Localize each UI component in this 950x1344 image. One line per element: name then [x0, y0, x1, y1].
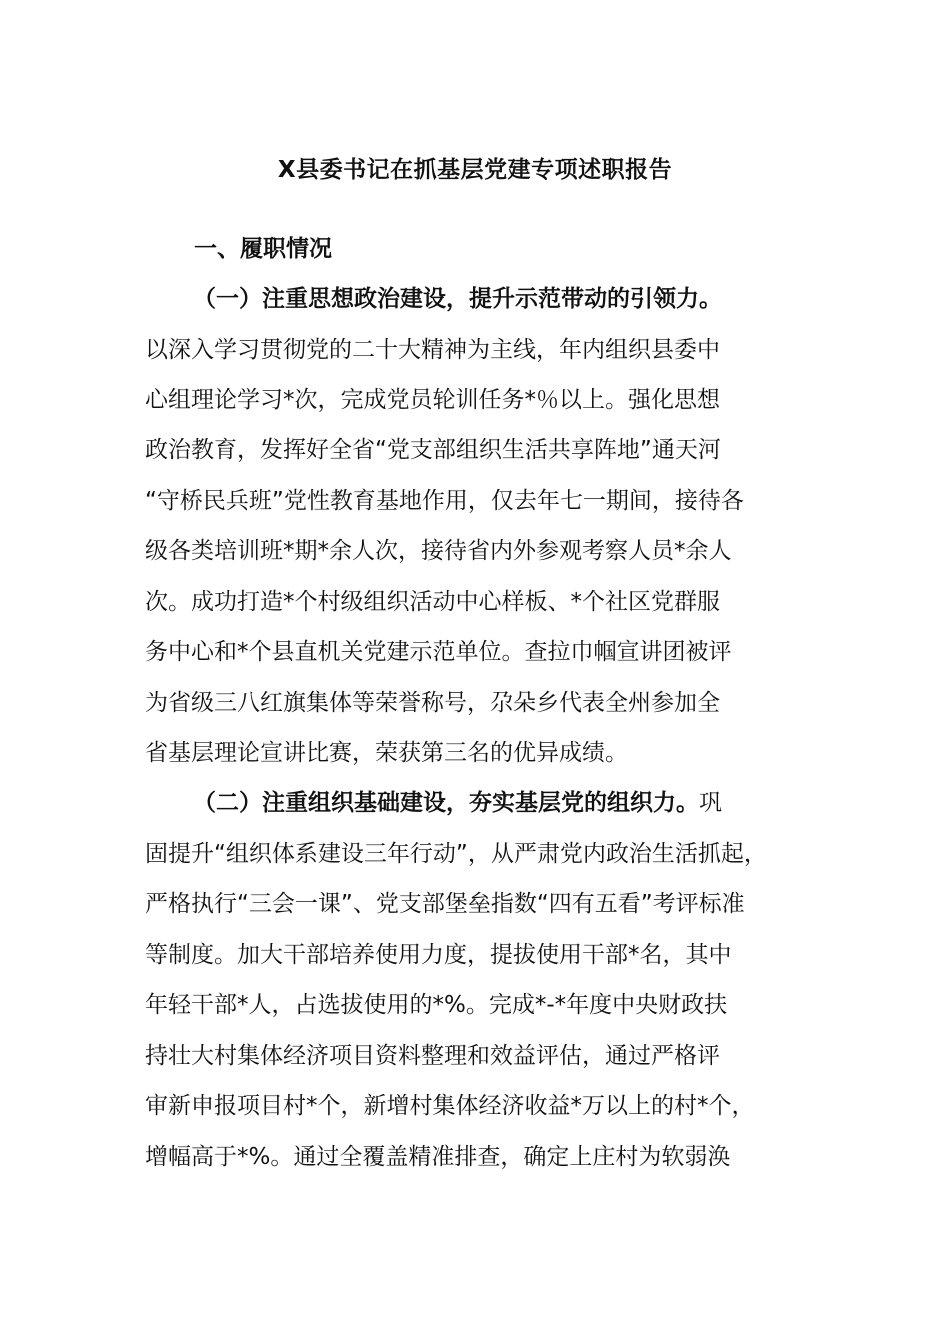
paragraph-2-line: 增幅高于*%。通过全覆盖精准排查，确定上庄村为软弱涣: [145, 1144, 731, 1170]
paragraph-1-line: 省基层理论宣讲比赛，荣获第三名的优异成绩。: [145, 740, 628, 766]
paragraph-1-line: 次。成功打造*个村级组织活动中心样板、*个社区党群服: [145, 589, 720, 615]
section-heading: 一、履职情况: [194, 236, 332, 262]
paragraph-2-heading-line: [145, 783, 825, 823]
paragraph-2-line: 审新申报项目村*个，新增村集体经济收益*万以上的村*个，: [145, 1093, 755, 1119]
paragraph-1-line: 以深入学习贯彻党的二十大精神为主线，年内组织县委中: [145, 337, 720, 363]
paragraph-1-heading-line: [145, 279, 825, 319]
paragraph-1-line: 心组理论学习*次，完成党员轮训任务*％以上。强化思想: [145, 387, 720, 413]
paragraph-2-line: 等制度。加大干部培养使用力度，提拔使用干部*名，其中: [145, 942, 732, 968]
paragraph-1-line: 政治教育，发挥好全省“党支部组织生活共享阵地”通天河: [145, 437, 721, 463]
paragraph-2-line: 固提升“组织体系建设三年行动”，从严肃党内政治生活抓起，: [145, 841, 767, 867]
paragraph-1-line: 级各类培训班*期*余人次，接待省内外参观考察人员*余人: [145, 538, 732, 564]
paragraph-2-line: 持壮大村集体经济项目资料整理和效益评估，通过严格评: [145, 1043, 720, 1069]
paragraph-1-line: 为省级三八红旗集体等荣誉称号，尕朵乡代表全州参加全: [145, 690, 720, 716]
paragraph-1-line: 务中心和*个县直机关党建示范单位。查拉巾帼宣讲团被评: [145, 639, 732, 665]
paragraph-2-line: 年轻干部*人，占选拔使用的*%。完成*-*年度中央财政扶: [145, 992, 728, 1018]
paragraph-1-heading: （一）注重思想政治建设，提升示范带动的引领力。: [193, 286, 722, 312]
document-title: X县委书记在抓基层党建专项述职报告: [277, 157, 673, 183]
paragraph-1-line: “守桥民兵班”党性教育基地作用，仅去年七一期间，接待各: [145, 488, 744, 514]
paragraph-2-heading-tail: 巩: [699, 790, 722, 816]
paragraph-2-heading: （二）注重组织基础建设，夯实基层党的组织力。: [193, 790, 699, 816]
paragraph-2-line: 严格执行“三会一课”、党支部堡垒指数“四有五看”考评标准: [145, 891, 745, 917]
